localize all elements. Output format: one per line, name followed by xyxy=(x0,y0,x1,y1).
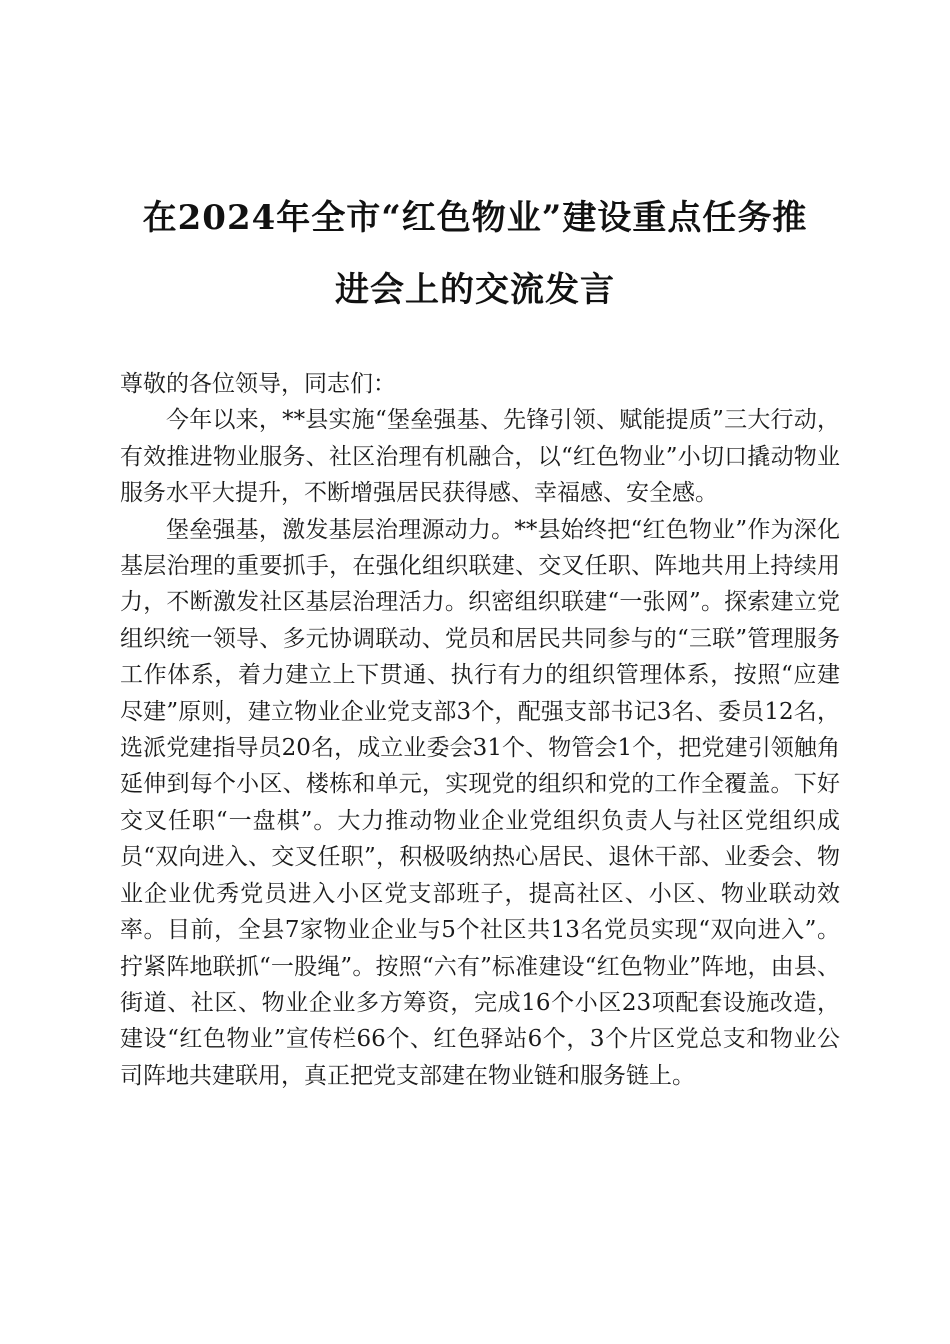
salutation: 尊敬的各位领导，同志们： xyxy=(120,371,396,397)
document-title-line-2: 进会上的交流发言 xyxy=(335,270,615,310)
paragraph-fortress: 堡垒强基，激发基层治理源动力。**县始终把“红色物业”作为深化基层治理的重要抓手，在强化组织联建、交叉任职、阵地共用上持续用力，不断激发社区基层治理活力。织密组织联建“一张网”。探索建立党组织统一领导、多元协调联动、党员和居民共同参与的“三联”管理服务工作体系，着力建立上下贯通、执行有力的组织管理体系，按照“应建尽建”原则，建立物业企业党支部3个，配强支部书记3名、委员12名，选派党建指导员20名，成立业委会31个、物管会1个，把党建引领触角延伸到每个小区、楼栋和单元，实现党的组织和党的工作全覆盖。下好交叉任职“一盘棋”。大力推动物业企业党组织负责人与社区党组织成员“双向进入、交叉任职”，积极吸纳热心居民、退休干部、业委会、物业企业优秀党员进入小区党支部班子，提高社区、小区、物业联动效率。目前，全县7家物业企业与5个社区共13名党员实现“双向进入”。拧紧阵地联抓“一股绳”。按照“六有”标准建设“红色物业”阵地，由县、街道、社区、物业企业多方筹资，完成16个小区23项配套设施改造，建设“红色物业”宣传栏66个、红色驿站6个，3个片区党总支和物业公司阵地共建联用，真正把党支部建在物业链和服务链上。 xyxy=(120,516,840,1089)
document-body xyxy=(120,366,840,1094)
document-title-line-1: 在2024年全市“红色物业”建设重点任务推 xyxy=(142,198,808,238)
paragraph-intro: 今年以来，**县实施“堡垒强基、先锋引领、赋能提质”三大行动，有效推进物业服务、社区治理有机融合，以“红色物业”小切口撬动物业服务水平大提升，不断增强居民获得感、幸福感、安全感。 xyxy=(120,407,840,507)
